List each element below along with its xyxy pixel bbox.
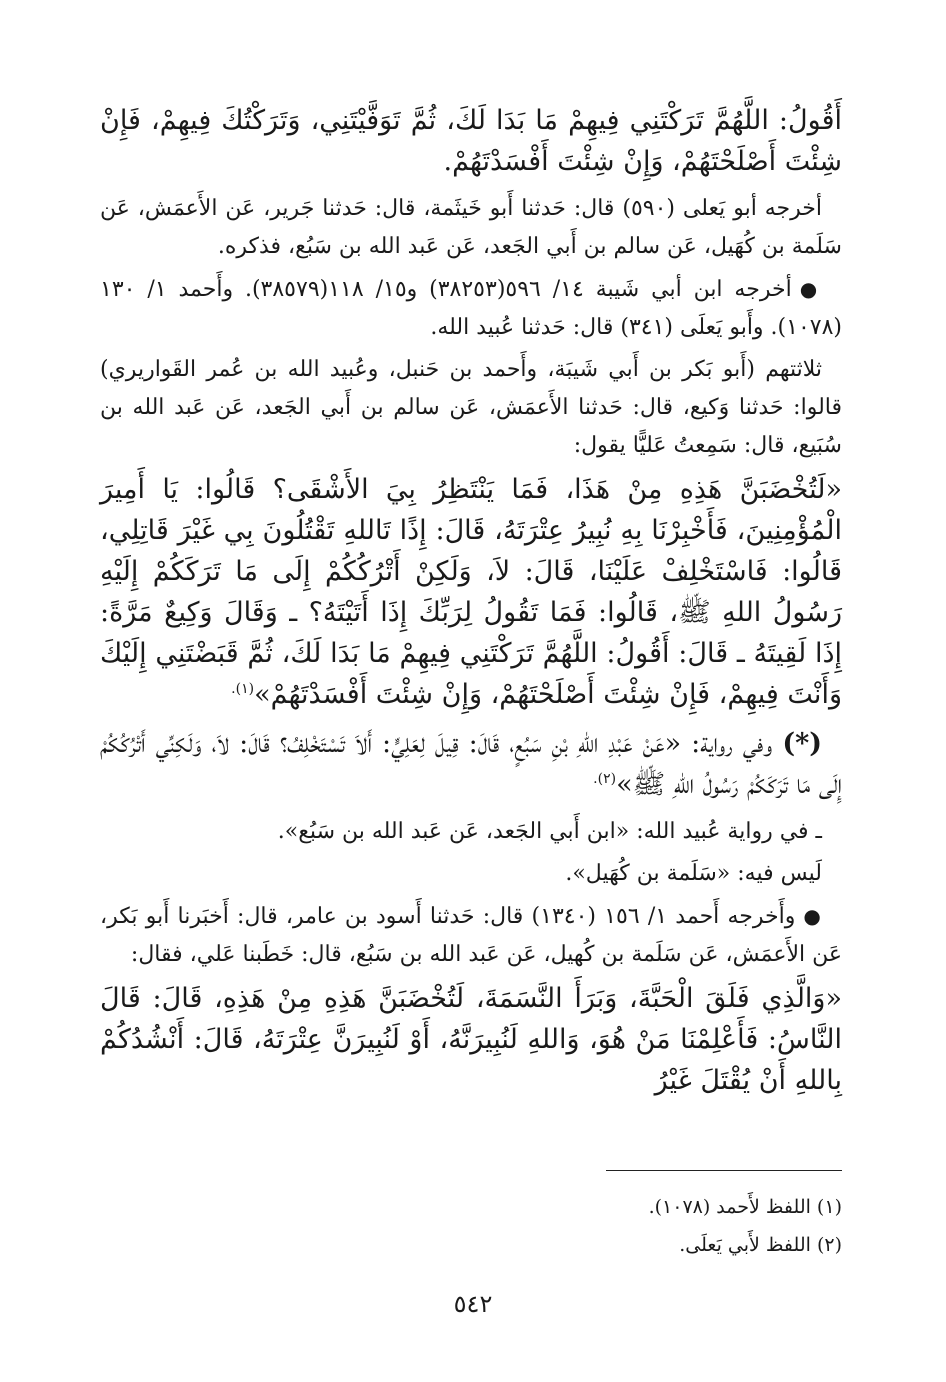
three-narrators: ثلاثتهم (أَبو بَكر بن أَبي شَيبَة، وأَحمد بن حَنبل، وعُبيد الله بن عُمر القَواريري) قالوا: حَدثنا وَكيع، قال: حَدثنا الأَعمَش، عَن سالم بن أَبي الجَعد، عَن عَبد الله بن سُبَيع، قال: سَمِعتُ عَليًّا يقول: bbox=[100, 357, 842, 458]
footnotes bbox=[342, 1190, 842, 1266]
footnote-divider bbox=[606, 1170, 842, 1171]
takhrij-abu-yala: أخرجه أبو يَعلى (٥٩٠) قال: حَدثنا أَبو خَيثَمة، قال: حَدثنا جَرير، عَن الأَعمَش، عَن سَلَمة بن كُهَيل، عَن سالم بن أَبي الجَعد، عَن عَبد الله بن سَبُع، فذكره. bbox=[100, 196, 842, 259]
takhrij-ibn-abi-shayba-text: أخرجه ابن أبي شَيبة ١٤/ ٥٩٦(٣٨٢٥٣) و١٥/ ١١٨(٣٨٥٧٩). وأَحمد ١/ ١٣٠ (١٠٧٨). وأَبو يَعلَى (٣٤١) قال: حَدثنا عُبيد الله. bbox=[100, 277, 842, 340]
riwaya-variant-text: وفي رواية: «عَنْ عَبْدِ اللهِ بْنِ سَبُعٍ، قَالَ: قِيلَ لِعَلِيٍّ: أَلاَ تَسْتَخْلِفُ؟ قَالَ: لاَ، وَلَكِنِّي أَتْرُكُكُمْ إِلَى مَا تَرَكَكُمْ رَسُولُ اللهِ ﷺ» bbox=[100, 728, 842, 800]
note-salama: لَيس فيه: «سَلَمة بن كُهَيل». bbox=[565, 861, 822, 886]
hadith-text-main-body: «لَتُخْضَبَنَّ هَذِهِ مِنْ هَذَا، فَمَا يَنْتَظِرُ بِيَ الأَشْقَى؟ قَالُوا: يَا أَمِيرَ الْمُؤْمِنِينَ، فَأَخْبِرْنَا بِهِ نُبِيرُ عِتْرَتَهُ، قَالَ: إِذًا تَاللهِ تَقْتُلُونَ بِي غَيْرَ قَاتِلِي، قَالُوا: فَاسْتَخْلِفْ عَلَيْنَا، قَالَ: لاَ، وَلَكِنْ أَتْرُكُكُمْ إِلَى مَا تَرَكَكُمْ إِلَيْهِ رَسُولُ اللهِ ﷺ، قَالُوا: فَمَا تَقُولُ لِرَبِّكَ إِذَا أَتَيْتَهُ؟ ـ وَقَالَ وَكِيعٌ مَرَّةً: إِذَا لَقِيتَهُ ـ قَالَ: أَقُولُ: اللَّهُمَّ تَرَكْتَنِي فِيهِمْ مَا بَدَا لَكَ، ثُمَّ قَبَضْتَنِي إِلَيْكَ وَأَنْتَ فِيهِمْ، فَإِنْ شِئْتَ أَصْلَحْتَهُمْ، وَإِنْ شِئْتَ أَفْسَدْتَهُمْ» bbox=[100, 474, 842, 710]
page-number: ٥٤٢ bbox=[453, 1290, 493, 1318]
takhrij-ahmad bbox=[100, 897, 842, 974]
hadith-text-second: «وَالَّذِي فَلَقَ الْحَبَّةَ، وَبَرَأَ النَّسَمَةَ، لَتُخْضَبَنَّ هَذِهِ مِنْ هَذِهِ، قَالَ: قَالَ النَّاسُ: فَأَعْلِمْنَا مَنْ هُوَ، وَاللهِ لَنُبِيرَنَّهُ، أَوْ لَنُبِيرَنَّ عِتْرَتَهُ، قَالَ: أَنْشُدُكُمْ بِاللهِ أَنْ يُقْتَلَ غَيْرُ bbox=[100, 983, 842, 1096]
bullet-icon: ● bbox=[803, 904, 823, 928]
takhrij-ahmad-text: وأَخرجه أَحمد ١/ ١٥٦ (١٣٤٠) قال: حَدثنا أَسود بن عامر، قال: أَخبَرنا أَبو بَكر، عَن الأَعمَش، عَن سَلَمة بن كُهيل، عَن عَبد الله بن سَبُع، قال: خَطَبنا عَلي، فقال: bbox=[100, 904, 842, 967]
page-body bbox=[100, 100, 842, 1109]
footnote-2: (٢) اللفظ لأَبي يَعلَى. bbox=[679, 1234, 842, 1256]
hadith-text-main bbox=[100, 469, 842, 715]
note-ubaydullah: ـ في رواية عُبيد الله: «ابن أَبي الجَعد، عَن عَبد الله بن سَبُع». bbox=[277, 819, 822, 844]
quote-ending: أَقُولُ: اللَّهُمَّ تَرَكْتَنِي فِيهِمْ مَا بَدَا لَكَ، ثُمَّ تَوَفَّيْتَنِي، وَتَرَكْتُكَ فِيهِمْ، فَإِنْ شِئْتَ أَصْلَحْتَهُمْ، وَإِنْ شِئْتَ أَفْسَدْتَهُمْ. bbox=[100, 105, 842, 177]
footnote-ref-2[interactable]: (٢). bbox=[593, 771, 617, 787]
bullet-icon: ● bbox=[799, 277, 823, 301]
footnote-1: (١) اللفظ لأَحمد (١٠٧٨). bbox=[648, 1196, 842, 1218]
star-marker: (*) bbox=[782, 728, 822, 759]
riwaya-variant bbox=[100, 723, 842, 805]
footnote-ref-1[interactable]: (١). bbox=[231, 681, 255, 697]
takhrij-ibn-abi-shayba bbox=[100, 270, 842, 347]
